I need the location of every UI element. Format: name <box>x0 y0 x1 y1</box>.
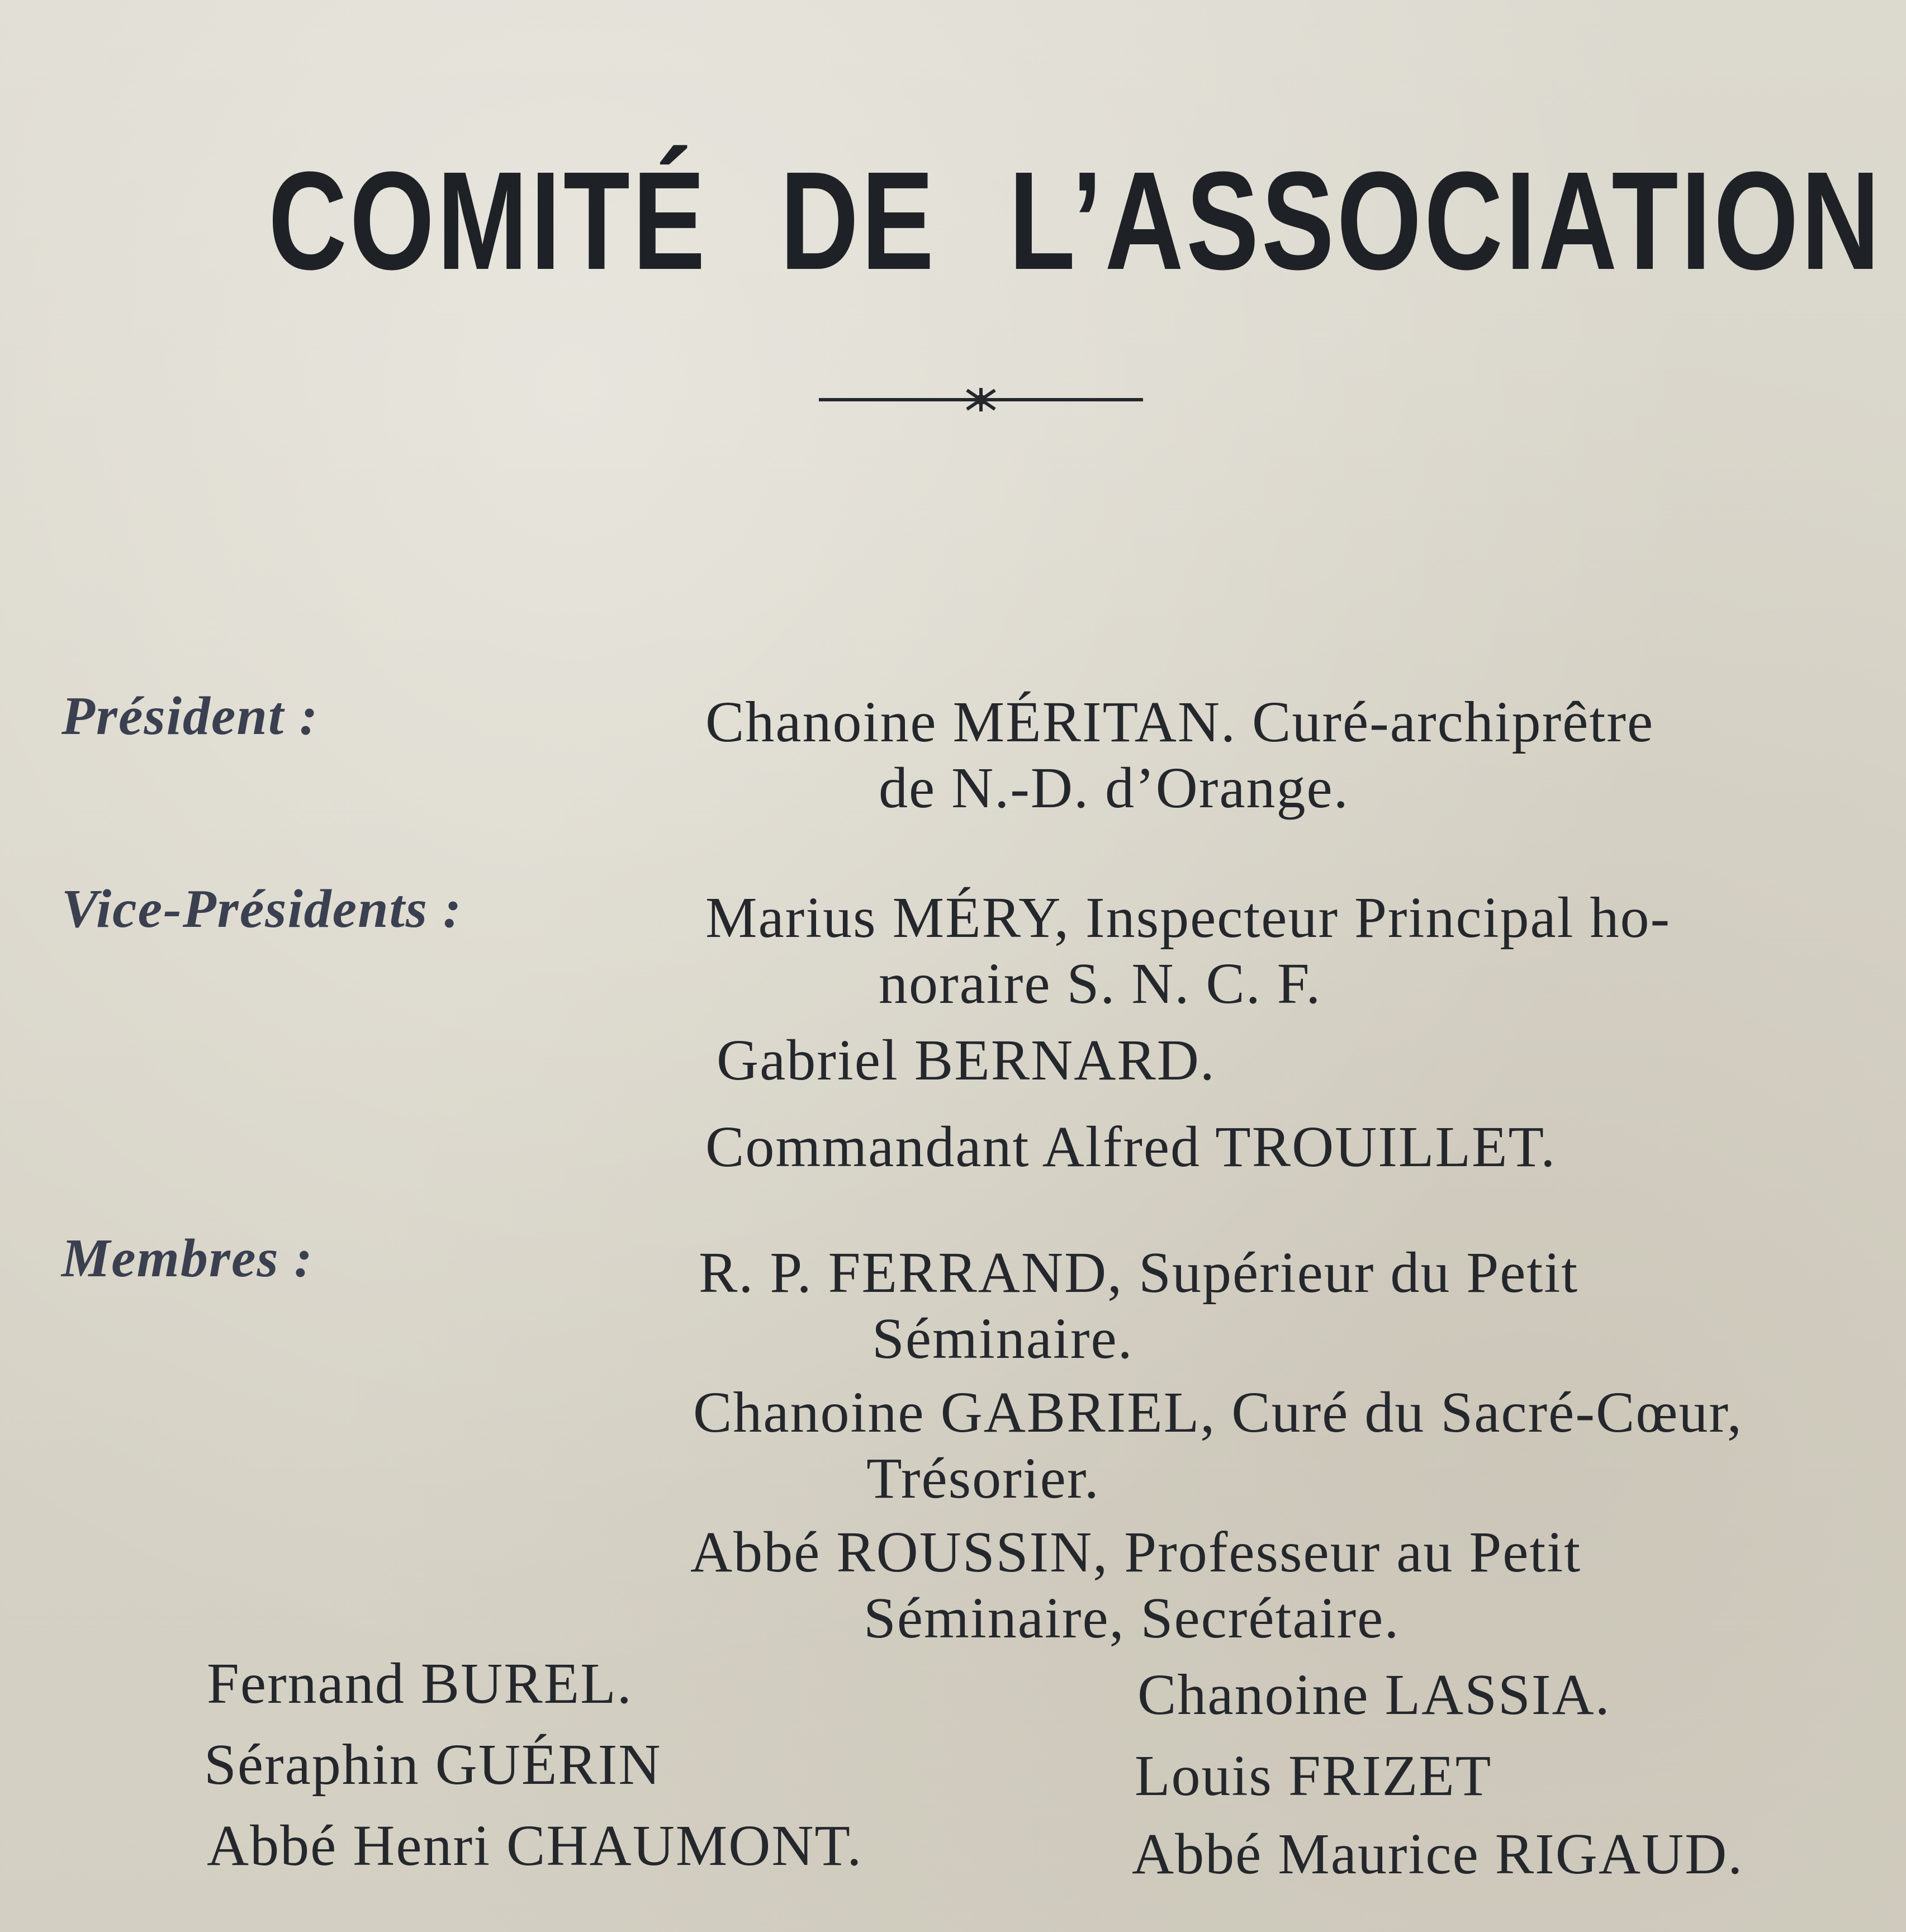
entry-line: R. P. FERRAND, Supérieur du Petit <box>699 1240 1579 1305</box>
role-label-membres: Membres : <box>61 1228 314 1289</box>
entry-continuation: Trésorier. <box>866 1446 1100 1510</box>
entry-line: Chanoine MÉRITAN. Curé-archiprêtre <box>705 690 1654 754</box>
role-label-vice-presidents: Vice-Présidents : <box>61 879 463 939</box>
entry-line: Marius MÉRY, Inspecteur Principal ho- <box>705 886 1671 950</box>
entry-continuation: Séminaire. <box>872 1306 1134 1371</box>
member-name-right: Louis FRIZET <box>1135 1744 1492 1808</box>
president-entry <box>705 690 1654 820</box>
entry-line: Gabriel BERNARD. <box>717 1028 1216 1092</box>
member-entry <box>699 1240 1579 1371</box>
entry-continuation: de N.-D. d’Orange. <box>879 756 1349 820</box>
entry-line: Commandant Alfred TROUILLET. <box>705 1115 1557 1179</box>
vice-president-entry <box>705 1115 1557 1179</box>
vice-president-entry <box>717 1028 1216 1092</box>
member-name-left: Abbé Henri CHAUMONT. <box>207 1813 863 1878</box>
entry-line: Abbé ROUSSIN, Professeur au Petit <box>690 1520 1582 1584</box>
page-title: COMITÉ DE L’ASSOCIATION <box>268 143 1883 299</box>
member-name-left: Fernand BUREL. <box>207 1651 633 1716</box>
member-name-right: Abbé Maurice RIGAUD. <box>1132 1822 1744 1886</box>
star-divider-ornament <box>819 386 1143 414</box>
entry-line: Chanoine GABRIEL, Curé du Sacré-Cœur, <box>693 1380 1743 1445</box>
member-name-left: Séraphin GUÉRIN <box>204 1732 662 1797</box>
entry-continuation: noraire S. N. C. F. <box>879 951 1322 1016</box>
entry-continuation: Séminaire, Secrétaire. <box>864 1586 1400 1650</box>
vice-president-entry <box>705 886 1671 1016</box>
role-label-president: Président : <box>61 686 319 746</box>
member-name-right: Chanoine LASSIA. <box>1137 1663 1611 1727</box>
member-entry <box>690 1520 1582 1650</box>
member-entry <box>693 1380 1743 1510</box>
